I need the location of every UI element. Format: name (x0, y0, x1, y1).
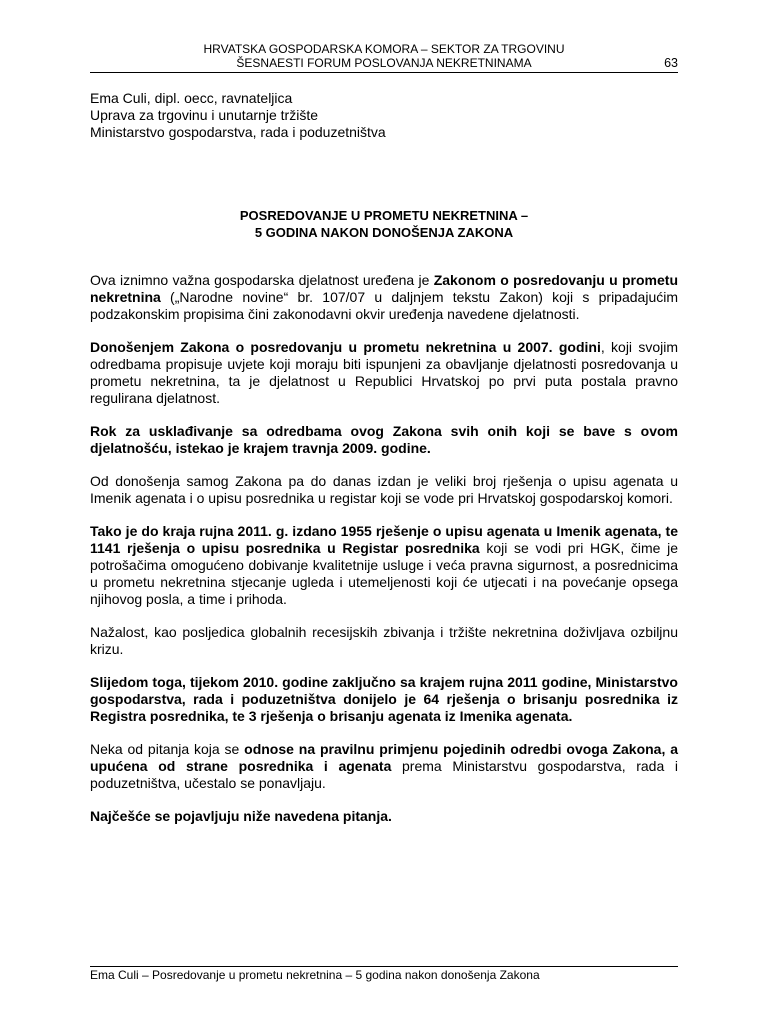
paragraph-6: Nažalost, kao posljedica globalnih recesijskih zbivanja i tržište nekretnina doživljava ozbiljnu krizu. (90, 624, 678, 657)
paragraph-2-text: , koji svojim odredbama propisuje uvjete koji moraju biti ispunjeni za obavljanje djelatnosti posredovanja u prometu nekretnina, ta je djelatnost u Republici Hrvatskoj po prvi puta postala pravno regulirana djelatnost. (90, 339, 678, 406)
paragraph-9 (90, 808, 678, 825)
paragraph-8 (90, 741, 678, 792)
page-footer: Ema Culi – Posredovanje u prometu nekretnina – 5 godina nakon donošenja Zakona (90, 968, 540, 982)
paragraph-1 (90, 272, 678, 323)
title-line-1: POSREDOVANJE U PROMETU NEKRETNINA – (239, 208, 529, 223)
paragraph-2-bold: Donošenjem Zakona o posredovanju u prometu nekretnina u 2007. godini (90, 339, 601, 355)
header-organization: HRVATSKA GOSPODARSKA KOMORA – SEKTOR ZA TRGOVINU (203, 42, 565, 56)
author-department: Uprava za trgovinu i unutarnje tržište (90, 107, 318, 123)
paragraph-8-text-a: Neka od pitanja koja se (90, 741, 245, 757)
author-block (90, 90, 386, 141)
document-body (90, 272, 678, 841)
footer-divider (90, 966, 678, 967)
paragraph-8-text-c: prema Ministarstvu gospodarstva, rada i poduzetništva, učestalo se ponavljaju. (90, 758, 678, 791)
header-divider (90, 72, 678, 73)
document-title (90, 207, 678, 241)
paragraph-9-bold: Najčešće se pojavljuju niže navedena pitanja. (90, 808, 392, 824)
paragraph-4: Od donošenja samog Zakona pa do danas izdan je veliki broj rješenja o upisu agenata u Imenik agenata i o upisu posrednika u registar koji se vode pri Hrvatskoj gospodarskoj komori. (90, 473, 678, 506)
paragraph-8-bold: odnose na pravilnu primjenu pojedinih odredbi ovoga Zakona, a upućena od strane posrednika i agenata (90, 741, 678, 774)
paragraph-5 (90, 523, 678, 608)
header-forum: ŠESNAESTI FORUM POSLOVANJA NEKRETNINAMA (236, 56, 532, 70)
paragraph-3-bold: Rok za usklađivanje sa odredbama ovog Zakona svih onih koji se bave s ovom djelatnošću, istekao je krajem travnja 2009. godine. (90, 423, 678, 456)
paragraph-3 (90, 423, 678, 457)
author-ministry: Ministarstvo gospodarstva, rada i poduzetništva (90, 124, 386, 140)
page-header (90, 42, 678, 70)
paragraph-1-text-a: Ova iznimno važna gospodarska djelatnost uređena je (90, 272, 434, 288)
paragraph-1-text-c: („Narodne novine“ br. 107/07 u daljnjem tekstu Zakon) koji s pripadajućim podzakonskim propisima čini zakonodavni okvir uređenja navedene djelatnosti. (90, 289, 678, 322)
paragraph-5-text: koji se vodi pri HGK, čime je potrošačima omogućeno dobivanje kvalitetnije usluge i veća pravna sigurnost, a posrednicima u prometu nekretnina stjecanje ugleda i utemeljenosti koji će utjecati i na povećanje opsega njihovog posla, a time i prihoda. (90, 540, 678, 607)
title-line-2: 5 GODINA NAKON DONOŠENJA ZAKONA (254, 225, 514, 240)
page-number: 63 (664, 56, 678, 70)
paragraph-5-bold: Tako je do kraja rujna 2011. g. izdano 1955 rješenje o upisu agenata u Imenik agenata, te 1141 rješenja o upisu posrednika u Registar posrednika (90, 523, 678, 556)
paragraph-7 (90, 674, 678, 725)
paragraph-2 (90, 339, 678, 407)
author-name: Ema Culi, dipl. oecc, ravnateljica (90, 90, 293, 106)
paragraph-1-law-name: Zakonom o posredovanju u prometu nekretnina (90, 272, 678, 305)
paragraph-7-bold: Slijedom toga, tijekom 2010. godine zaključno sa krajem rujna 2011 godine, Ministarstvo gospodarstva, rada i poduzetništva donijelo je 64 rješenja o brisanju posrednika iz Registra posrednika, te 3 rješenja o brisanju agenata iz Imenika agenata. (90, 674, 678, 724)
